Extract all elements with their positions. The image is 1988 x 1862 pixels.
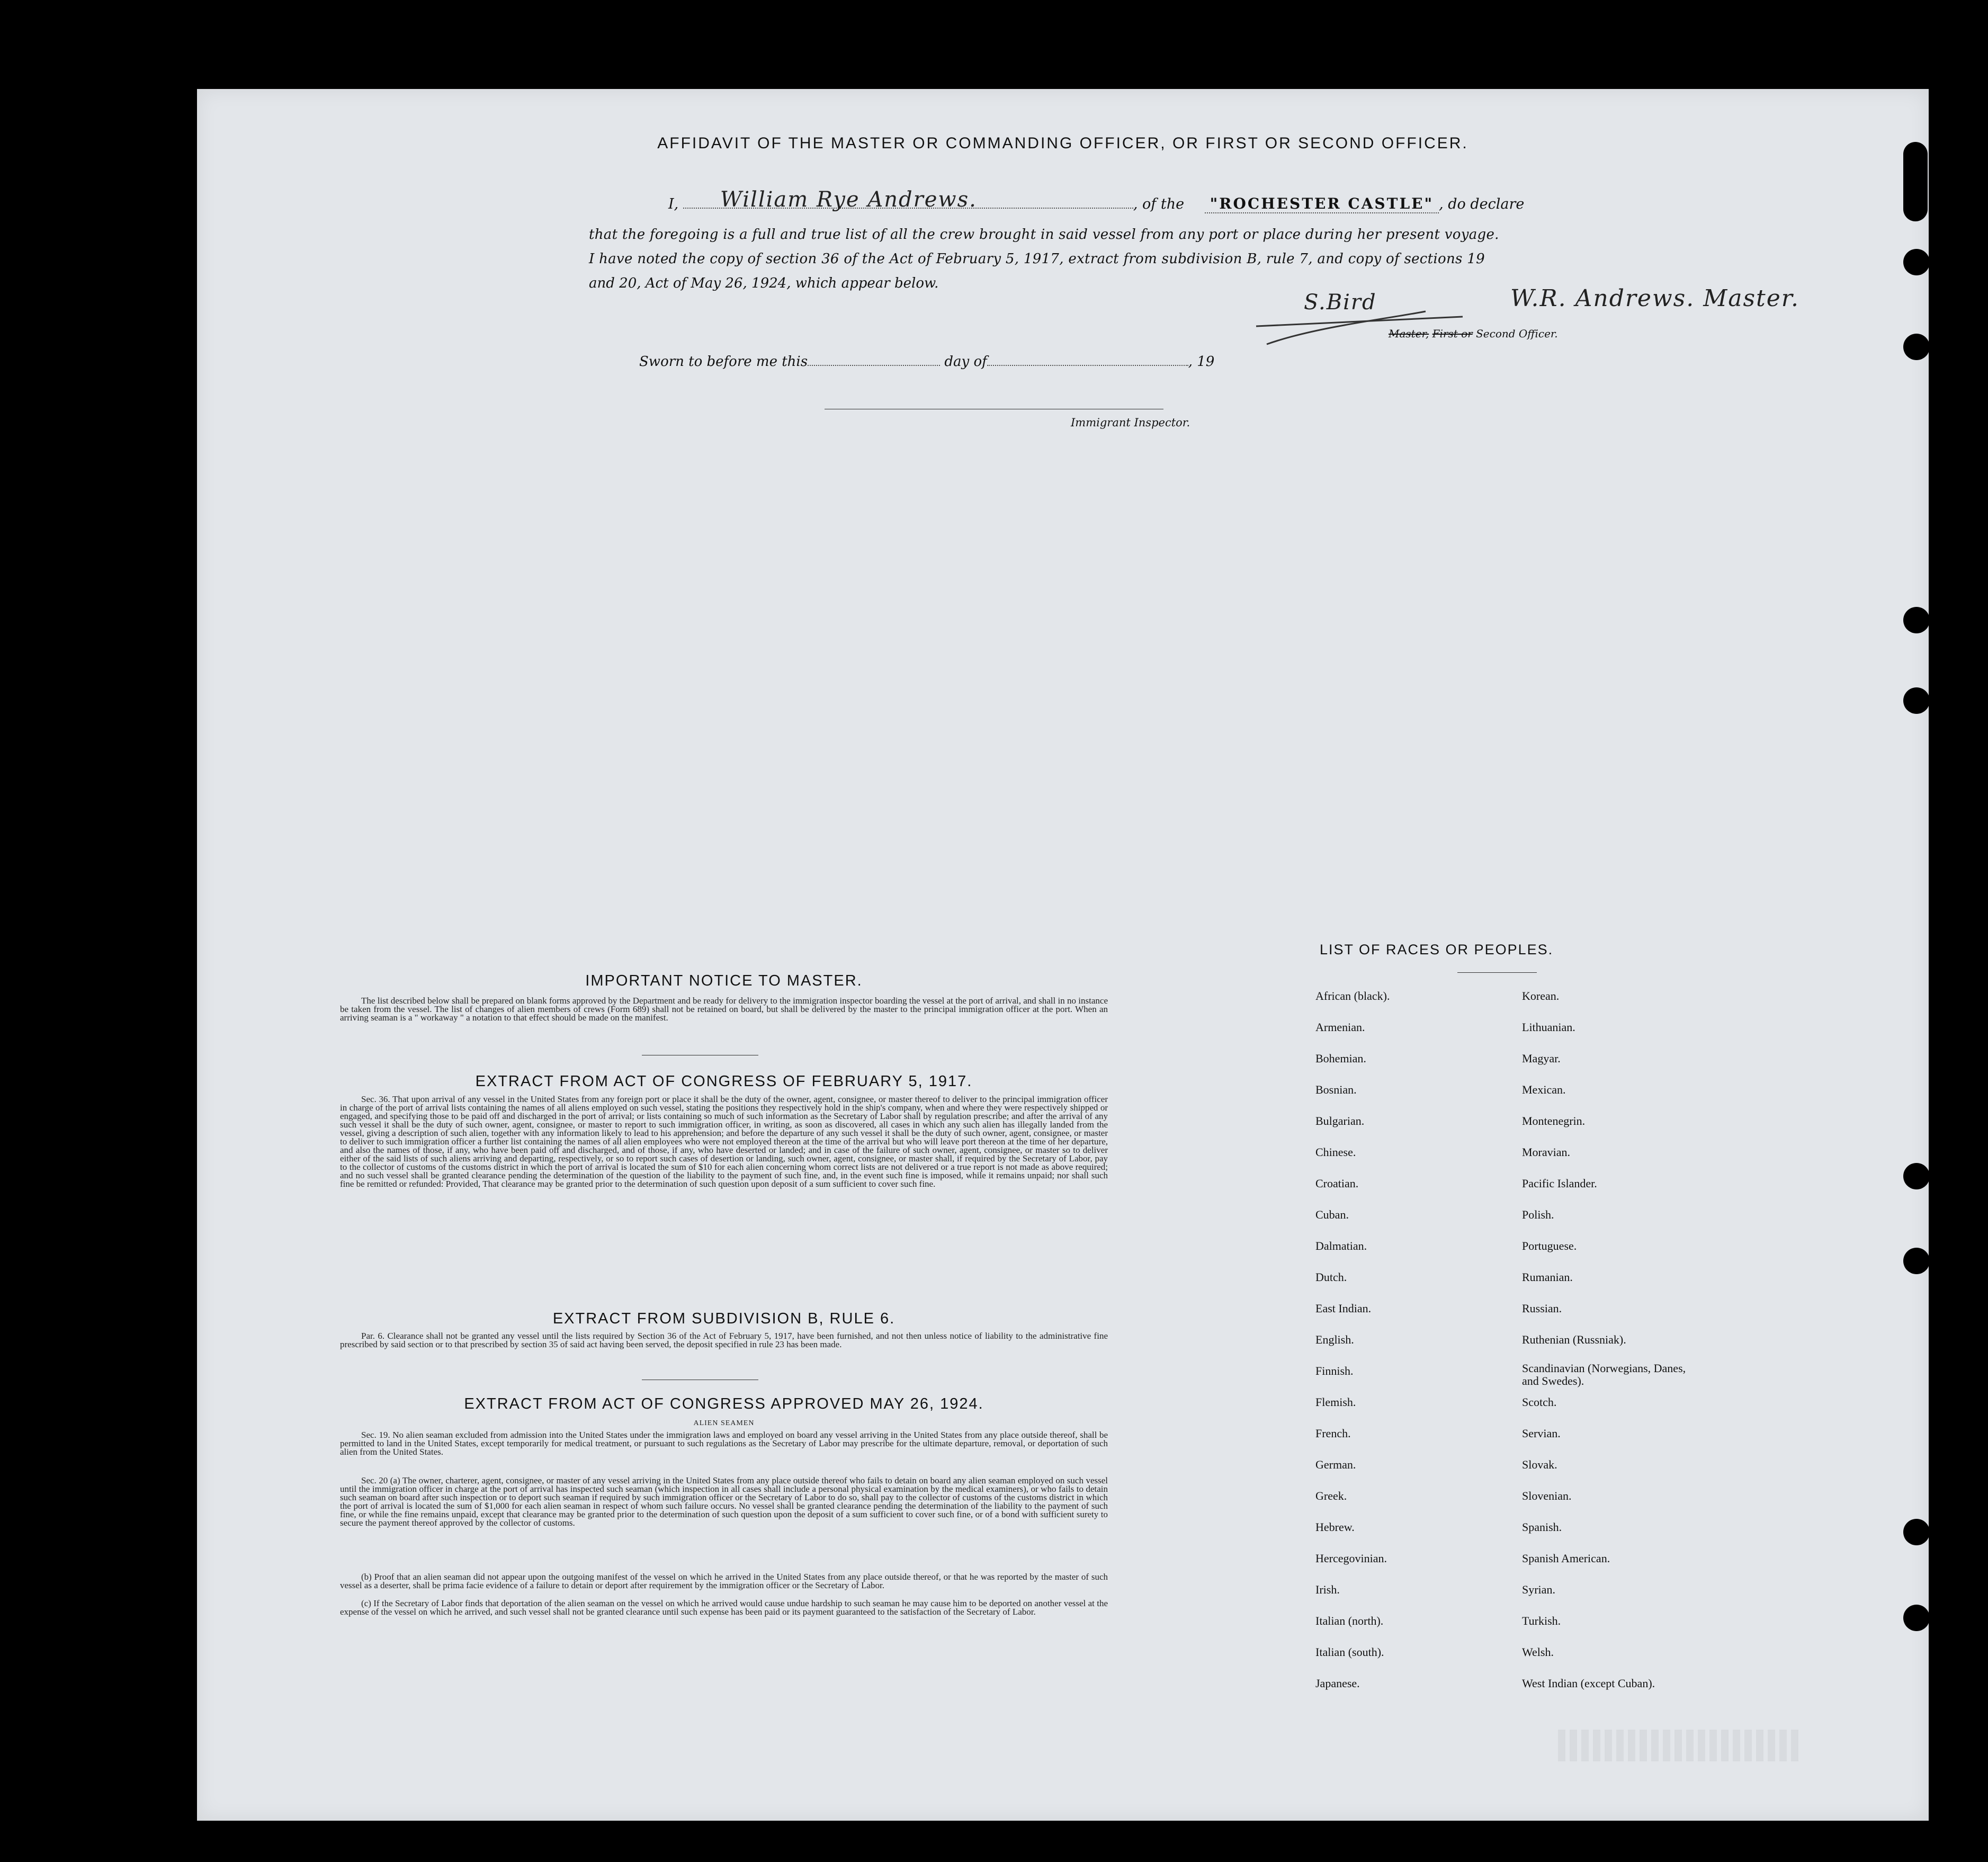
extract-1924-subtitle: ALIEN SEAMEN <box>693 1419 755 1427</box>
sworn-day-field[interactable] <box>808 365 940 366</box>
race-item: Irish. <box>1315 1583 1340 1596</box>
master-signature: W.R. Andrews. Master. <box>1510 285 1799 312</box>
title-second-officer: Second Officer. <box>1476 327 1558 340</box>
race-item: Chinese. <box>1315 1145 1356 1159</box>
day-of-label: day of <box>944 354 987 370</box>
declaration-text-1: that the foregoing is a full and true list of all the crew brought in said vessel from any port or place during her present voyage. <box>589 227 1499 243</box>
race-item: Armenian. <box>1315 1020 1365 1034</box>
race-item: Turkish. <box>1522 1614 1561 1627</box>
punch-hole <box>1903 142 1928 221</box>
race-item: Slovenian. <box>1522 1489 1572 1502</box>
races-left-column <box>1315 989 1506 1688</box>
year-label: , 19 <box>1188 354 1215 370</box>
title-first-struck: First or <box>1432 327 1473 340</box>
declaration-text-2: I have noted the copy of section 36 of the Act of February 5, 1917, extract from subdivision B, rule 7, and copy of sections 19 <box>589 251 1485 267</box>
race-item: Bohemian. <box>1315 1052 1366 1065</box>
race-item: Scandinavian (Norwegians, Danes, and Swedes). <box>1522 1362 1686 1387</box>
race-item: Montenegrin. <box>1522 1114 1586 1127</box>
race-item: Russian. <box>1522 1302 1562 1315</box>
notice-text: The list described below shall be prepared on blank forms approved by the Department and be ready for delivery to the immigration inspector boarding the vessel at the port of arrival, and shall in no instance be taken from the vessel. The list of changes of alien members of crews (Form 689) shall not be retained on board, but shall be delivered by the master to the principal immigration officer at the port. When an arriving seaman is a " workaway " a notation to that effect should be made on the manifest. <box>340 996 1108 1023</box>
race-item: French. <box>1315 1427 1351 1440</box>
race-item: German. <box>1315 1458 1356 1471</box>
race-item: Portuguese. <box>1522 1239 1577 1252</box>
race-item: Slovak. <box>1522 1458 1557 1471</box>
declaration-line <box>668 187 1780 212</box>
race-item: Syrian. <box>1522 1583 1555 1596</box>
race-item: Finnish. <box>1315 1364 1354 1377</box>
race-item: Bosnian. <box>1315 1083 1357 1096</box>
race-item: Croatian. <box>1315 1177 1359 1190</box>
affidavit-title: AFFIDAVIT OF THE MASTER OR COMMANDING OFFICER, OR FIRST OR SECOND OFFICER. <box>657 135 1468 152</box>
notice-title: IMPORTANT NOTICE TO MASTER. <box>585 972 863 989</box>
sworn-line <box>639 354 1214 370</box>
race-item: Bulgarian. <box>1315 1114 1365 1127</box>
race-item: East Indian. <box>1315 1302 1372 1315</box>
race-item: Mexican. <box>1522 1083 1566 1096</box>
race-item: Flemish. <box>1315 1395 1356 1409</box>
race-item: African (black). <box>1315 989 1390 1002</box>
race-item: Dalmatian. <box>1315 1239 1367 1252</box>
signature-flourish <box>1251 296 1547 348</box>
do-declare-label: , do declare <box>1439 196 1525 212</box>
race-item: Dutch. <box>1315 1270 1347 1284</box>
race-item: Moravian. <box>1522 1145 1571 1159</box>
punch-hole <box>1903 1519 1930 1545</box>
race-item: Italian (north). <box>1315 1614 1384 1627</box>
witness-signature: S.Bird <box>1304 290 1377 315</box>
race-item: Rumanian. <box>1522 1270 1573 1284</box>
extract-rule6-text: Par. 6. Clearance shall not be granted any vessel until the lists required by Section 36 of the Act of February 5, 1917, have been furnished, and not then unless notice of liability to the administrative fine prescribed by said section or to that prescribed by section 35 of said act having been served, the deposit specified in rule 23 has been made. <box>340 1331 1108 1349</box>
punch-hole <box>1903 687 1930 714</box>
races-divider <box>1457 972 1537 973</box>
punch-hole <box>1903 334 1930 360</box>
extract-1917-text: Sec. 36. That upon arrival of any vessel in the United States from any foreign port or place it shall be the duty of the owner, agent, consignee, or master thereof to deliver to the principal immigration officer in charge of the port of arrival lists containing the names of all aliens employed on such vessel, stating the positions they respectively hold in the ship's company, when and where they were respectively shipped or engaged, and specifying those to be paid off and discharged in the port of arrival; or lists containing so much of such information as the Secretary of Labor shall by regulation prescribe; and after the arrival of any such vessel it shall be the duty of such owner, agent, consignee, or master to report to such immigration officer, in writing, as soon as discovered, all cases in which any such alien has illegally landed from the vessel, giving a description of such alien, together with any information likely to lead to his apprehension; and before the departure of any such vessel it shall be the duty of such owner, agent, consignee, or master to deliver to such immigration officer a further list containing the names of all alien employees who were not employed thereon at the time of the arrival but who will leave port thereon at the time of her departure, and also the names of those, if any, who have been paid off and discharged, and of those, if any, who have deserted or landed; and in case of the failure of such owner, agent, consignee, or master so to deliver either of the said lists of such aliens arriving and departing, respectively, or so to report such cases of desertion or landing, such owner, agent, consignee, or master shall, if required by the Secretary of Labor, pay to the collector of customs of the customs district in which the port of arrival is located the sum of $10 for each alien concerning whom correct lists are not delivered or a true report is not made as above required; and no such vessel shall be granted clearance pending the determination of the question of the liability to the payment of such fine, and, in the event such fine is imposed, while it remains unpaid; nor shall such fine be remitted or refunded: Provided, That clearance may be granted prior to the determination of such question upon deposit of a sum sufficient to cover such fine. <box>340 1094 1108 1189</box>
race-item: Hercegovinian. <box>1315 1552 1387 1565</box>
extract-1924-sec19: Sec. 19. No alien seaman excluded from admission into the United States under the immigration laws and employed on board any vessel arriving in the United States from any place outside thereof, shall be permitted to land in the United States, except temporarily for medical treatment, or pursuant to such regulations as the Secretary of Labor may prescribe for the ultimate departure, removal, or deportation of such alien from the United States. <box>340 1430 1108 1457</box>
extract-1924-sec20a: Sec. 20 (a) The owner, charterer, agent, consignee, or master of any vessel arriving in the United States from any place outside thereof who fails to detain on board any alien seaman employed on such vessel until the immigration officer in charge at the port of arrival has inspected such seaman (which inspection in all cases shall include a personal physical examination by the medical examiners), or who fails to detain such seaman on board after such inspection or to deport such seaman if required by such immigration officer or the Secretary of Labor to do so, shall pay to the collector of customs of the customs district in which the port of arrival is located the sum of $1,000 for each alien seaman in respect of whom such failure occurs. No vessel shall be granted clearance pending the determination of the liability to the payment of such fine, or while the fine remains unpaid, except that clearance may be granted prior to the determination of such question upon the deposit of a sum sufficient to cover such fine, or of a bond with sufficient surety to secure the payment thereof approved by the collector of customs. <box>340 1475 1108 1528</box>
punch-hole <box>1903 1163 1930 1189</box>
declaration-text-3: and 20, Act of May 26, 1924, which appear below. <box>589 275 939 291</box>
races-right-column <box>1522 989 1734 1688</box>
race-item: Scotch. <box>1522 1395 1557 1409</box>
race-item: Polish. <box>1522 1208 1554 1221</box>
punch-hole <box>1903 607 1930 633</box>
punch-hole <box>1903 1248 1930 1274</box>
race-item: Servian. <box>1522 1427 1561 1440</box>
race-item: Spanish. <box>1522 1520 1562 1534</box>
race-item: Welsh. <box>1522 1645 1554 1659</box>
extract-1917-title: EXTRACT FROM ACT OF CONGRESS OF FEBRUARY 5, 1917. <box>475 1073 973 1090</box>
race-item: Korean. <box>1522 989 1560 1002</box>
vessel-name: "ROCHESTER CASTLE" <box>1205 195 1439 213</box>
race-item: Ruthenian (Russniak). <box>1522 1333 1626 1346</box>
punch-hole <box>1903 249 1930 275</box>
punch-hole <box>1903 1605 1930 1631</box>
extract-1924-sec20b: (b) Proof that an alien seaman did not appear upon the outgoing manifest of the vessel on which he arrived in the United States from any place outside thereof, or that he was reported by the master of such vessel as a deserter, shall be prima facie evidence of a failure to detain or deport after requirement by the immigration officer or the Secretary of Labor. <box>340 1572 1108 1590</box>
race-item: English. <box>1315 1333 1354 1346</box>
officer-title <box>1389 327 1558 340</box>
races-title: LIST OF RACES OR PEOPLES. <box>1320 942 1554 957</box>
sworn-label: Sworn to before me this <box>639 354 808 370</box>
sworn-month-field[interactable] <box>987 365 1188 366</box>
extract-1924-sec20c: (c) If the Secretary of Labor finds that deportation of the alien seaman on the vessel on which he arrived would cause undue hardship to such seaman he may cause him to be deported on another vessel at the expense of the vessel on which he arrived, and such vessel shall not be granted clearance until such expense has been paid or its payment guaranteed to the satisfaction of the Secretary of Labor. <box>340 1598 1108 1617</box>
race-item: Italian (south). <box>1315 1645 1384 1659</box>
inspector-label: Immigrant Inspector. <box>1071 416 1190 429</box>
race-item: Cuban. <box>1315 1208 1349 1221</box>
declarant-name: William Rye Andrews. <box>720 187 977 212</box>
race-item: West Indian (except Cuban). <box>1522 1677 1655 1690</box>
extract-rule6-title: EXTRACT FROM SUBDIVISION B, RULE 6. <box>552 1310 896 1327</box>
race-item: Japanese. <box>1315 1677 1360 1690</box>
declarant-name-field[interactable] <box>683 187 1133 212</box>
race-item: Lithuanian. <box>1522 1020 1575 1034</box>
race-item: Hebrew. <box>1315 1520 1355 1534</box>
extract-1924-title: EXTRACT FROM ACT OF CONGRESS APPROVED MAY 26, 1924. <box>464 1395 984 1412</box>
race-item: Pacific Islander. <box>1522 1177 1597 1190</box>
of-the-label: , of the <box>1133 196 1185 212</box>
race-item: Greek. <box>1315 1489 1347 1502</box>
faint-stamp-marks <box>1558 1730 1802 1761</box>
race-item: Magyar. <box>1522 1052 1561 1065</box>
i-label: I, <box>668 196 679 212</box>
race-item: Spanish American. <box>1522 1552 1610 1565</box>
document-page <box>197 89 1929 1821</box>
title-master-struck: Master, <box>1389 327 1429 340</box>
